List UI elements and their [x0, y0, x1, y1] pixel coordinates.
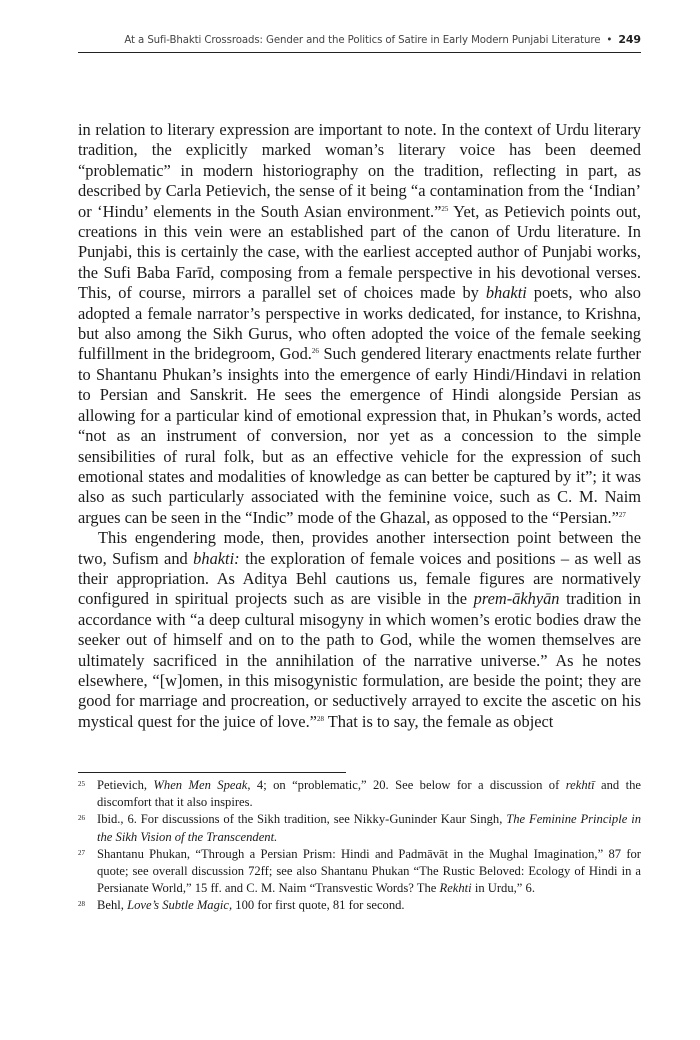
footnote-number: 26	[78, 814, 85, 823]
header-bullet: •	[606, 35, 613, 46]
footnote-28	[78, 897, 641, 914]
text-run: in relation to literary expression are important to note. In the context of Urdu literary tradition, the explicitly marked woman’s literary voice has been deemed “problematic” in modern historiography on the tradition, reflecting in part, as described by Carla Petievich, the sense of it being “a contamination from the ‘Indian’ or ‘Hindu’ elements in the South Asian environment.”	[78, 120, 641, 221]
header-rule	[78, 52, 641, 53]
text-run: Yet, as Petievich points out, creations in this vein were an established part of the canon of Urdu literature. In Punjabi, this is certainly the case, with the earliest accepted author of Punjabi works, the Sufi Baba Farīd, composing from a female perspective in his devotional verses. This, of course, mirrors a parallel set of choices made by	[78, 201, 641, 303]
italic-title: The Feminine Principle in the Sikh Vision of the Transcendent.	[97, 812, 641, 844]
text-run: That is to say, the female as object	[323, 711, 554, 731]
footnote-26	[78, 811, 641, 845]
text-run: 100 for first quote, 81 for second.	[232, 898, 405, 913]
footnote-text	[97, 811, 641, 845]
text-run: , 4; on “problematic,” 20. See below for a discussion of	[247, 778, 566, 792]
text-run: Petievich,	[97, 778, 154, 792]
footnote-number: 27	[78, 848, 85, 857]
main-text	[78, 120, 641, 732]
footnote-ref-25[interactable]: 25	[441, 204, 449, 213]
text-run: Such gendered literary enactments relate further to Shantanu Phukan’s insights into the emergence of early Hindi/Hindavi in relation to Persian and Sanskrit. He sees the emergence of Hindi alongside Persian as allowing for a particular kind of emotional expression that, in Phukan’s words, acted “not as an instrument of conversion, nor yet as a concession to the simple sensibilities of rural folk, but as an effective vehicle for the expression of such emotional states and modalities of knowledge as can better be captured by it”; it was also as such particularly associated with the feminine voice, such as C. M. Naim argues can be seen in the “Indic” mode of the Ghazal, as opposed to the “Persian.”	[78, 344, 641, 527]
footnote-ref-28[interactable]: 28	[316, 714, 324, 723]
italic-term: bhakti:	[193, 548, 240, 568]
text-run: the exploration of female voices and positions – as well as their appropriation. As Aditya Behl cautions us, female figures are normatively configured in spiritual projects such as are visible in the	[78, 548, 641, 609]
italic-term: bhakti	[485, 283, 527, 303]
page-number: 249	[618, 33, 641, 46]
text-run: Behl,	[97, 898, 128, 913]
italic-title: Love’s Subtle Magic,	[127, 898, 233, 913]
text-run: in Urdu,” 6.	[471, 881, 535, 896]
footnotes	[78, 777, 641, 915]
text-run: This engendering mode, then, provides another intersection point between the two, Sufism and	[78, 528, 641, 568]
footnote-ref-26[interactable]: 26	[311, 347, 319, 356]
running-header	[78, 33, 641, 46]
footnote-25	[78, 777, 641, 811]
text-run: Ibid., 6. For discussions of the Sikh tradition, see Nikky-Guninder Kaur Singh,	[97, 812, 507, 827]
italic-term: rekhtī	[565, 778, 595, 792]
italic-title: When Men Speak	[153, 778, 248, 792]
text-run: tradition in accordance with “a deep cultural misogyny in which women’s erotic bodies draw the seeker out of himself and on to the path to God, while the women themselves are ultimately sacrificed in the annihilation of the narrative universe.” As he notes elsewhere, “[w]omen, in this misogynistic formulation, are beside the point; they are good for marriage and procreation, or seductively arrayed to excite the ascetic on his mystical quest for the juice of love.”	[78, 589, 641, 731]
footnote-text	[97, 846, 641, 898]
footnote-rule	[78, 772, 346, 773]
paragraph	[78, 528, 641, 732]
footnote-number: 28	[78, 900, 85, 909]
text-run: poets, who also adopted a female narrator’s perspective in works dedicated, for instance, to Krishna, but also among the Sikh Gurus, who often adopted the voice of the female seeking fulfillment in the bridegroom, God.	[78, 283, 642, 364]
footnote-text	[97, 897, 641, 914]
footnote-ref-27[interactable]: 27	[618, 510, 626, 519]
paragraph	[78, 120, 641, 528]
footnote-27	[78, 846, 641, 898]
footnote-text	[97, 777, 641, 811]
text-run: and the discomfort that it also inspires.	[97, 778, 641, 810]
footnote-number: 25	[78, 780, 85, 788]
italic-title: Rekhti	[439, 881, 472, 896]
text-run: Shantanu Phukan, “Through a Persian Prism: Hindi and Padmāvāt in the Mughal Imagination,” 87 for quote; see overall discussion 72ff; see also Shantanu Phukan “The Rustic Beloved: Ecology of Hindi in a Persianate World,” 15 ff. and C. M. Naim “Transvestic Words? The	[97, 846, 641, 896]
italic-term: prem-ākhyān	[473, 589, 560, 609]
running-title: At a Sufi-Bhakti Crossroads: Gender and the Politics of Satire in Early Modern Punjabi Literature	[124, 35, 601, 46]
